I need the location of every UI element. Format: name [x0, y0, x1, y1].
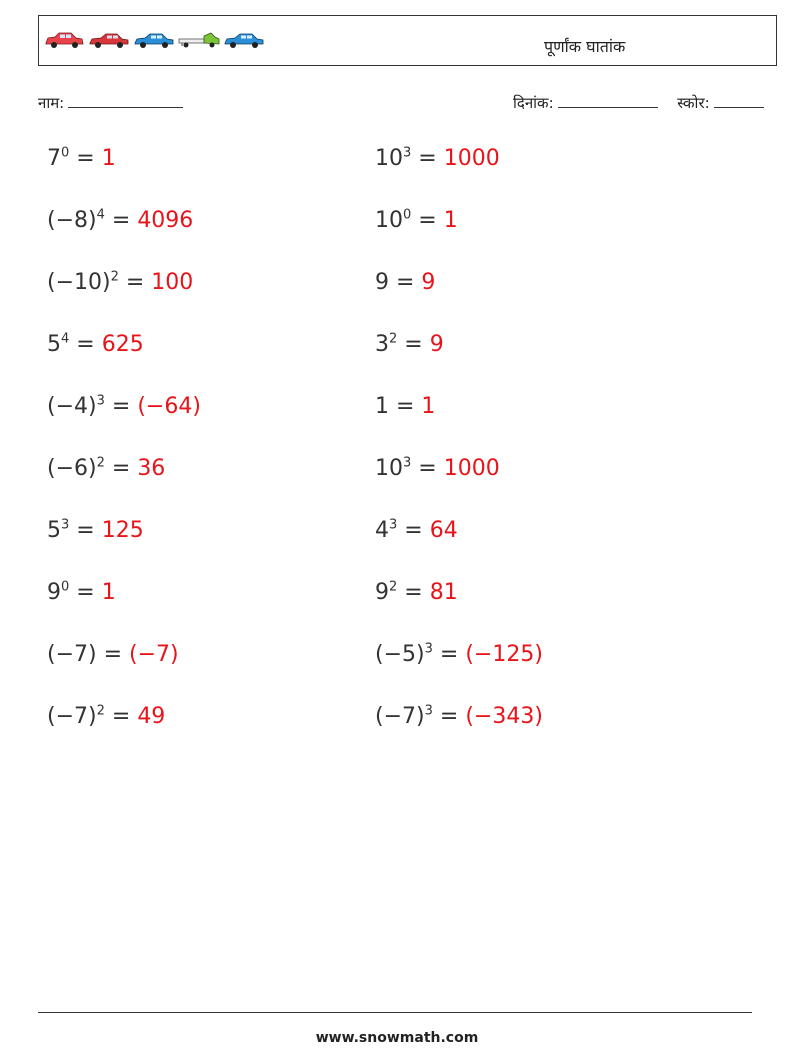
problem-item: [47, 704, 165, 729]
car-icon: [223, 30, 265, 50]
problem-exponent: 3: [389, 517, 398, 533]
problem-base: (−7): [47, 642, 97, 667]
problem-item: [47, 270, 193, 295]
problem-exponent: 4: [61, 331, 70, 347]
problem-exponent: 4: [96, 207, 105, 223]
problem-item: [375, 580, 458, 605]
problem-answer: 9: [421, 270, 436, 295]
problem-exponent: 3: [403, 145, 412, 161]
problem-answer: 36: [137, 456, 166, 481]
car-icon: [43, 30, 85, 50]
car-icon: [133, 30, 175, 50]
problem-answer: (−7): [129, 642, 179, 667]
equals-sign: =: [432, 704, 466, 729]
date-blank[interactable]: [558, 93, 658, 108]
problem-item: [375, 704, 543, 729]
problem-answer: (−125): [465, 642, 543, 667]
problem-base: 9: [375, 580, 389, 605]
equals-sign: =: [69, 146, 102, 171]
problem-base: (−7): [375, 704, 425, 729]
problem-answer: 64: [429, 518, 458, 543]
problem-exponent: 2: [96, 455, 105, 471]
problem-base: 10: [375, 456, 403, 481]
problem-item: [375, 208, 458, 233]
problem-answer: 9: [429, 332, 444, 357]
problem-item: [47, 146, 116, 171]
problem-answer: (−343): [465, 704, 543, 729]
date-score-fields: [513, 93, 764, 113]
footer-url: www.snowmath.com: [315, 1030, 479, 1046]
problem-answer: 125: [101, 518, 144, 543]
problem-answer: 625: [101, 332, 144, 357]
worksheet-title: पूर्णांक घातांक: [544, 37, 626, 56]
equals-sign: =: [104, 394, 138, 419]
equals-sign: =: [69, 518, 102, 543]
problem-answer: 1: [421, 394, 436, 419]
equals-sign: =: [397, 518, 430, 543]
problem-base: 10: [375, 146, 403, 171]
problem-base: 1: [375, 394, 389, 419]
problem-item: [375, 518, 458, 543]
equals-sign: =: [104, 208, 138, 233]
problem-base: (−4): [47, 394, 97, 419]
problem-exponent: 2: [110, 269, 119, 285]
equals-sign: =: [96, 642, 130, 667]
problem-answer: 49: [137, 704, 166, 729]
equals-sign: =: [104, 456, 138, 481]
problem-base: 7: [47, 146, 61, 171]
problem-exponent: 3: [403, 455, 412, 471]
problem-exponent: 3: [424, 641, 433, 657]
problem-item: [47, 518, 144, 543]
problem-base: (−10): [47, 270, 111, 295]
problem-item: [375, 332, 444, 357]
equals-sign: =: [69, 332, 102, 357]
problem-base: (−7): [47, 704, 97, 729]
equals-sign: =: [104, 704, 138, 729]
truck-icon: [178, 30, 220, 50]
problem-item: [375, 146, 500, 171]
equals-sign: =: [389, 394, 422, 419]
problem-item: [375, 456, 500, 481]
problem-item: [375, 642, 543, 667]
name-label: नाम:: [38, 94, 65, 112]
problem-answer: 81: [429, 580, 458, 605]
problem-exponent: 2: [389, 579, 398, 595]
problem-exponent: 0: [403, 207, 412, 223]
problem-base: (−6): [47, 456, 97, 481]
name-field: [38, 93, 183, 113]
problem-base: 10: [375, 208, 403, 233]
score-label: स्कोर:: [677, 94, 710, 112]
problem-item: [47, 208, 193, 233]
equals-sign: =: [411, 146, 444, 171]
problem-base: 4: [375, 518, 389, 543]
problem-answer: 1: [101, 146, 116, 171]
date-label: दिनांक:: [513, 94, 554, 112]
problem-exponent: 3: [424, 703, 433, 719]
problem-base: 5: [47, 332, 61, 357]
footer-divider: [38, 1012, 752, 1013]
problem-answer: (−64): [137, 394, 201, 419]
problem-exponent: 0: [61, 145, 70, 161]
vehicle-icons: [43, 30, 265, 50]
equals-sign: =: [389, 270, 422, 295]
problem-exponent: 3: [61, 517, 70, 533]
problem-answer: 1000: [443, 456, 500, 481]
equals-sign: =: [69, 580, 102, 605]
problem-base: 9: [375, 270, 389, 295]
score-blank[interactable]: [714, 93, 764, 108]
problem-exponent: 0: [61, 579, 70, 595]
worksheet-header: [38, 15, 777, 66]
problem-base: 3: [375, 332, 389, 357]
problem-item: [47, 394, 201, 419]
equals-sign: =: [411, 208, 444, 233]
problem-item: [47, 332, 144, 357]
problem-base: 9: [47, 580, 61, 605]
problem-item: [375, 394, 435, 419]
problem-exponent: 3: [96, 393, 105, 409]
equals-sign: =: [118, 270, 152, 295]
equals-sign: =: [432, 642, 466, 667]
problem-answer: 1000: [443, 146, 500, 171]
equals-sign: =: [397, 332, 430, 357]
problem-answer: 1: [101, 580, 116, 605]
car-icon: [88, 30, 130, 50]
problem-exponent: 2: [96, 703, 105, 719]
problem-answer: 4096: [137, 208, 194, 233]
problem-exponent: 2: [389, 331, 398, 347]
problem-item: [47, 642, 179, 667]
problem-answer: 100: [151, 270, 194, 295]
problem-item: [47, 456, 165, 481]
problem-item: [375, 270, 435, 295]
problem-base: (−8): [47, 208, 97, 233]
equals-sign: =: [411, 456, 444, 481]
problem-answer: 1: [443, 208, 458, 233]
equals-sign: =: [397, 580, 430, 605]
problem-base: (−5): [375, 642, 425, 667]
problem-base: 5: [47, 518, 61, 543]
problem-item: [47, 580, 116, 605]
name-blank[interactable]: [68, 93, 183, 108]
